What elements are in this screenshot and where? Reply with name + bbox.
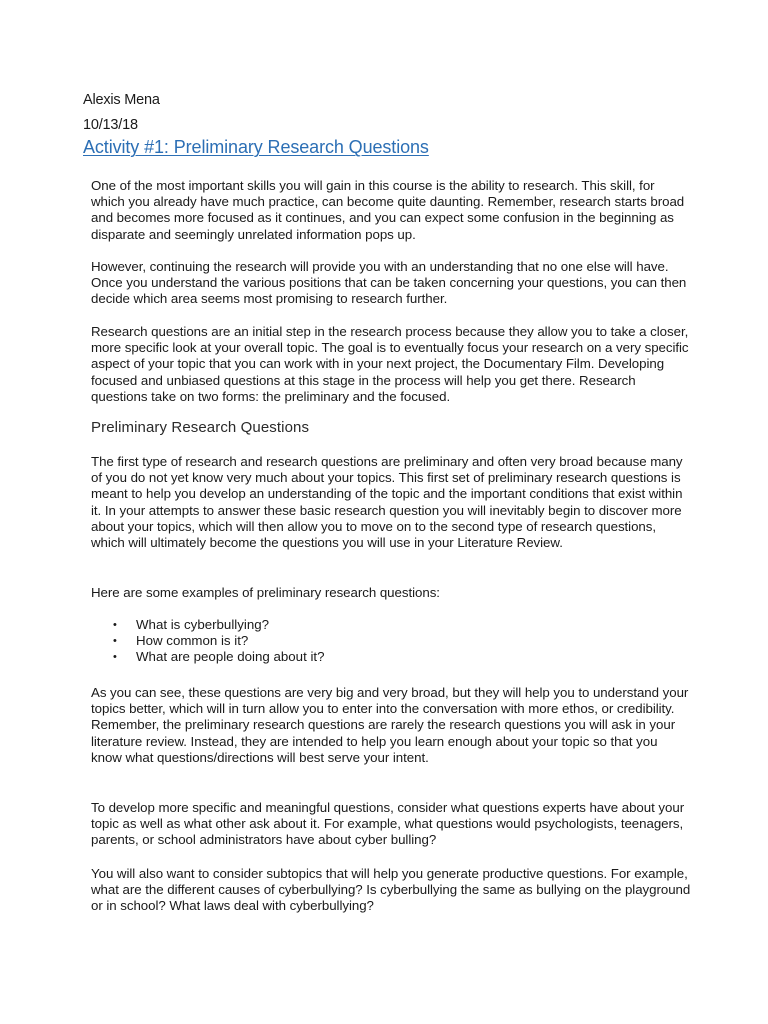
paragraph-first-type: The first type of research and research questions are preliminary and often very broad because many of you do not yet know very much about your topics. This first set of preliminary research questions is meant to help you develop an understanding of the topic and the important conditions that exist within it. In your attempts to answer these basic research question you will inevitably begin to discover more about your topics, which will then allow you to move on to the second type of research questions, which will ultimately become the questions you will use in your Literature Review. xyxy=(91,454,683,551)
paragraph-continuing-research: However, continuing the research will provide you with an understanding that no one else will have. Once you understand the various positions that can be taken concerning your questions, you can then decide which area seems most promising to research further. xyxy=(91,259,687,307)
example-questions-list xyxy=(91,617,325,666)
list-item xyxy=(91,649,325,665)
list-item xyxy=(91,633,325,649)
paragraph-examples-intro: Here are some examples of preliminary research questions: xyxy=(91,585,440,600)
paragraph-subtopics: You will also want to consider subtopics that will help you generate productive questions. For example, what are the different causes of cyberbullying? Is cyberbullying the same as bullying on the playground or in school? What laws deal with cyberbullying? xyxy=(91,866,691,914)
paragraph-intro: One of the most important skills you will gain in this course is the ability to research. This skill, for which you already have much practice, can become quite daunting. Remember, research starts broad and becomes more focused as it continues, and you can expect some confusion in the beginning as disparate and seemingly unrelated information pops up. xyxy=(91,178,685,242)
paragraph-develop-specific: To develop more specific and meaningful questions, consider what questions experts have about your topic as well as what other ask about it. For example, what questions would psychologists, teenagers, parents, or school administrators have about cyber bulling? xyxy=(91,800,685,848)
list-item xyxy=(91,617,325,633)
list-item-text: How common is it? xyxy=(136,633,249,649)
document-date: 10/13/18 xyxy=(83,117,138,133)
bullet-icon: • xyxy=(113,619,117,631)
page-title: Activity #1: Preliminary Research Questions xyxy=(83,137,429,157)
paragraph-as-you-can-see: As you can see, these questions are very big and very broad, but they will help you to understand your topics better, which will in turn allow you to enter into the conversation with more ethos, or credibility. Remember, the preliminary research questions are rarely the research questions you will ask in your literature review. Instead, they are intended to help you learn enough about your topic so that you know what questions/directions will best serve your intent. xyxy=(91,685,689,765)
section-heading-preliminary: Preliminary Research Questions xyxy=(91,419,310,436)
bullet-icon: • xyxy=(113,635,117,648)
paragraph-research-questions: Research questions are an initial step in the research process because they allow you to take a closer, more specific look at your overall topic. The goal is to eventually focus your research on a very specific aspect of your topic that you can work with in your next project, the Documentary Film. Developing focused and unbiased questions at this stage in the process will help you get there. Research questions take on two forms: the preliminary and the focused. xyxy=(91,324,689,404)
list-item-text: What are people doing about it? xyxy=(136,649,325,665)
author-name: Alexis Mena xyxy=(83,92,160,108)
bullet-icon: • xyxy=(113,651,117,664)
list-item-text: What is cyberbullying? xyxy=(136,617,270,632)
